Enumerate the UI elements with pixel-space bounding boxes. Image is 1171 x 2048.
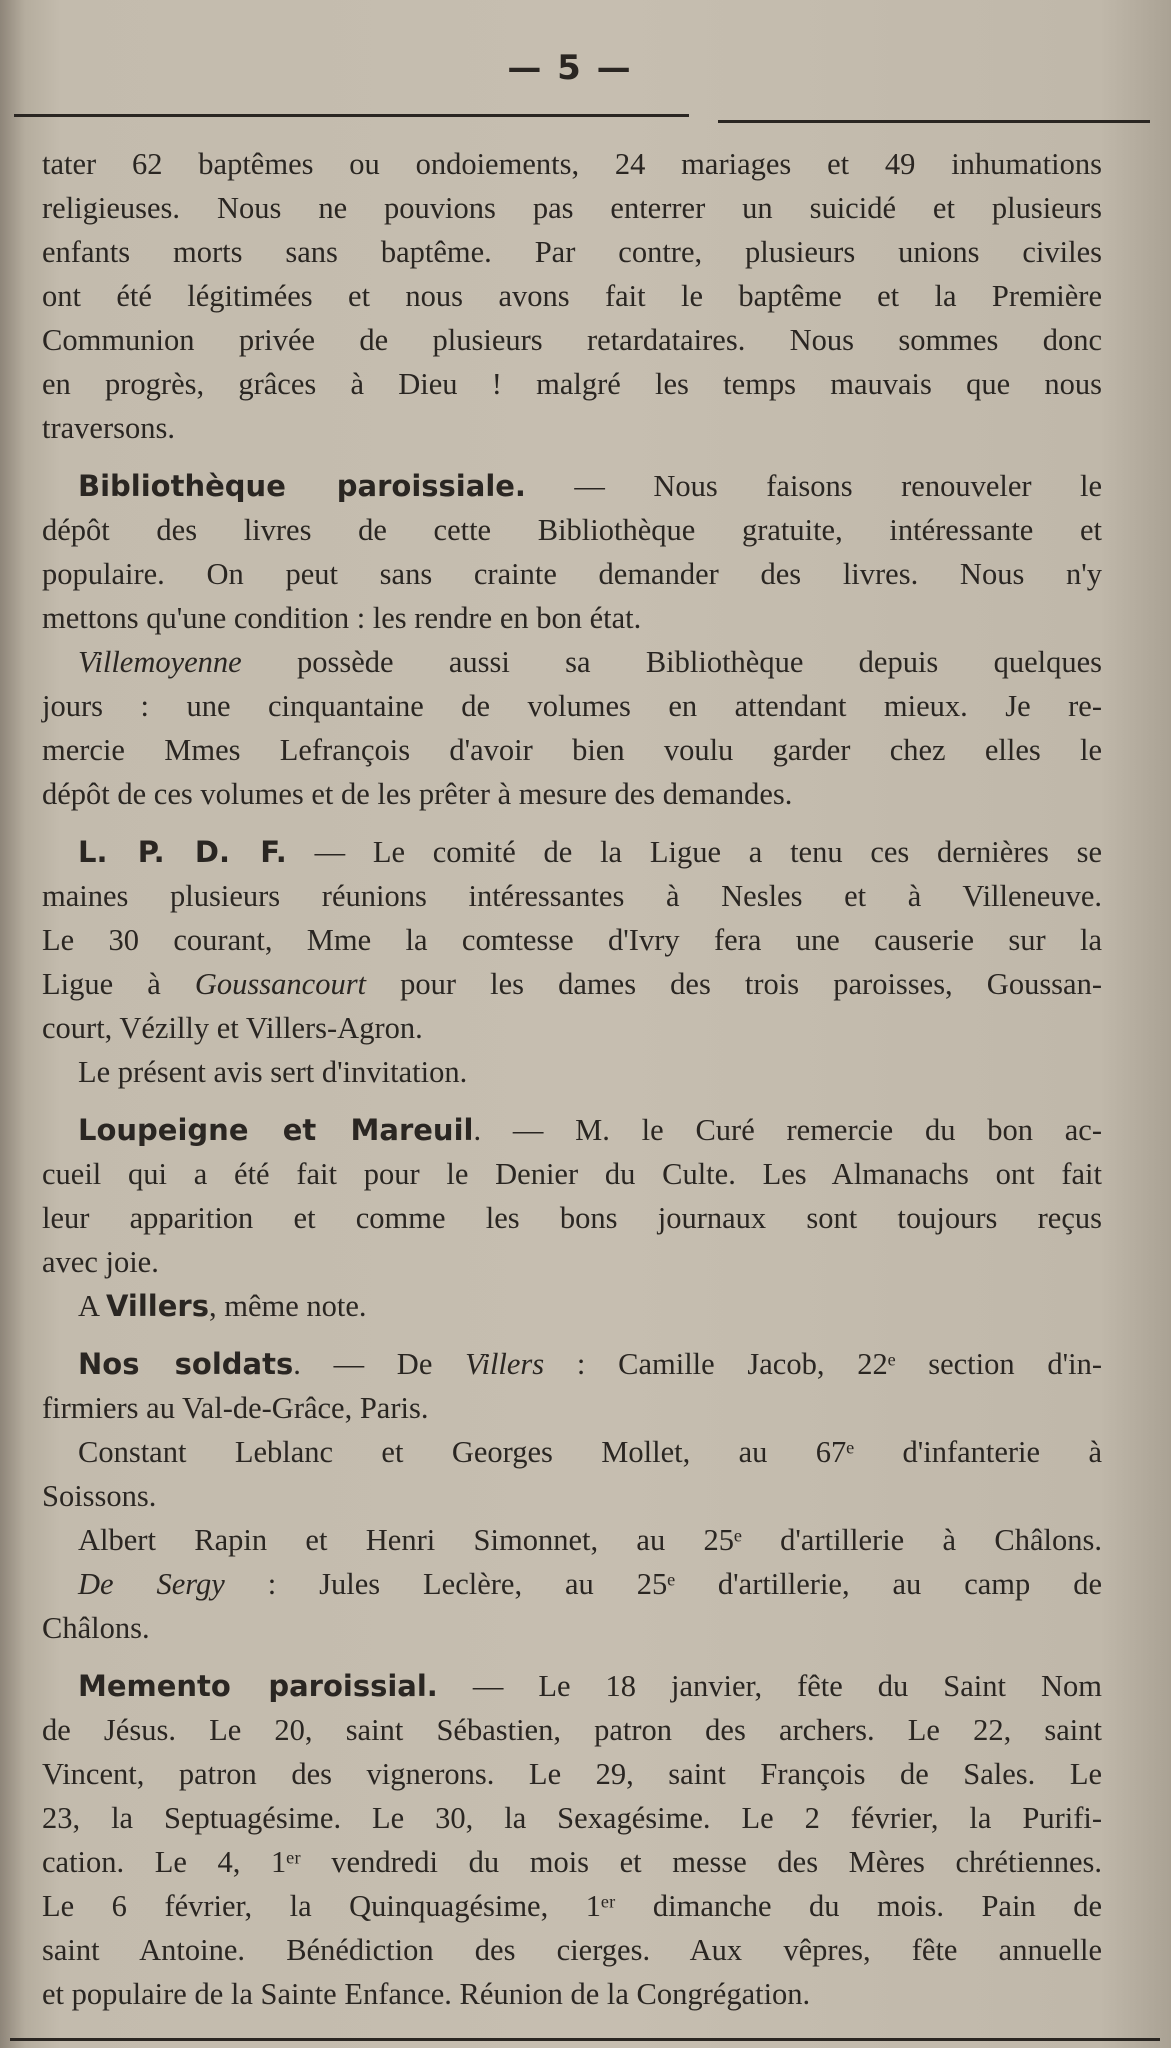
- section-heading: Bibliothèque paroissiale.: [78, 469, 526, 503]
- italic-place: Villemoyenne: [78, 645, 242, 679]
- footer-rule: [10, 2038, 1160, 2041]
- section-heading: L. P. D. F.: [78, 835, 287, 869]
- section-loupeigne: [42, 1108, 1102, 1152]
- italic-place: Villers: [465, 1347, 545, 1381]
- text-line: 23, la Septuagésime. Le 30, la Sexagésime. Le 2 février, la Purifi-: [42, 1801, 1102, 1835]
- text-span: A: [78, 1289, 106, 1323]
- text-line: maines plusieurs réunions intéressantes à Nesles et à Villeneuve.: [42, 879, 1102, 913]
- text-line: populaire. On peut sans crainte demander des livres. Nous n'y: [42, 557, 1102, 591]
- text-line: enfants morts sans baptême. Par contre, plusieurs unions civiles: [42, 235, 1102, 269]
- text-span: — Nous faisons renouveler le: [525, 469, 1102, 503]
- text-line: [42, 962, 1102, 1006]
- text-span: , même note.: [208, 1289, 367, 1323]
- text-span: . — De: [293, 1347, 466, 1381]
- text-line: jours : une cinquantaine de volumes en attendant mieux. Je re-: [42, 689, 1102, 723]
- text-line: cation. Le 4, 1ᵉʳ vendredi du mois et messe des Mères chrétiennes.: [42, 1845, 1102, 1879]
- text-span: — Le comité de la Ligue a tenu ces dernières se: [286, 835, 1102, 869]
- section-bibliotheque: [42, 464, 1102, 508]
- section-heading: Memento paroissial.: [78, 1669, 438, 1703]
- section-lpdf: [42, 830, 1102, 874]
- text-span: . — M. le Curé remercie du bon ac-: [473, 1113, 1103, 1147]
- text-span: pour les dames des trois paroisses, Goussan-: [366, 967, 1102, 1001]
- text-span: : Jules Leclère, au 25ᵉ d'artillerie, au camp de: [224, 1567, 1102, 1601]
- text-line: saint Antoine. Bénédiction des cierges. Aux vêpres, fête annuelle: [42, 1933, 1102, 1967]
- text-line: mercie Mmes Lefrançois d'avoir bien voulu garder chez elles le: [42, 733, 1102, 767]
- text-line: Constant Leblanc et Georges Mollet, au 67ᵉ d'infanterie à: [78, 1435, 1102, 1469]
- article-text: [42, 142, 1102, 2016]
- text-line: mettons qu'une condition : les rendre en bon état.: [42, 601, 642, 635]
- italic-place: Goussancourt: [194, 967, 367, 1001]
- italic-place: De Sergy: [78, 1567, 225, 1601]
- text-line: avec joie.: [42, 1245, 159, 1279]
- text-span: Ligue à: [42, 967, 195, 1001]
- text-line: [42, 1562, 1102, 1606]
- text-line: Châlons.: [42, 1611, 150, 1645]
- text-line: dépôt des livres de cette Bibliothèque gratuite, intéressante et: [42, 513, 1102, 547]
- text-line: court, Vézilly et Villers-Agron.: [42, 1011, 423, 1045]
- text-line: Le présent avis sert d'invitation.: [78, 1055, 468, 1089]
- text-line: tater 62 baptêmes ou ondoiements, 24 mariages et 49 inhumations: [42, 147, 1102, 181]
- page-number: — 5 —: [507, 48, 633, 88]
- section-heading: Villers: [105, 1289, 209, 1323]
- text-line: et populaire de la Sainte Enfance. Réunion de la Congrégation.: [42, 1977, 811, 2011]
- text-line: Vincent, patron des vignerons. Le 29, saint François de Sales. Le: [42, 1757, 1102, 1791]
- text-line: leur apparition et comme les bons journaux sont toujours reçus: [42, 1201, 1102, 1235]
- header-rule-right: [718, 120, 1150, 123]
- text-line: traversons.: [42, 411, 175, 445]
- text-line: Albert Rapin et Henri Simonnet, au 25ᵉ d'artillerie à Châlons.: [78, 1523, 1102, 1557]
- section-soldats: [42, 1342, 1102, 1386]
- text-span: — Le 18 janvier, fête du Saint Nom: [437, 1669, 1102, 1703]
- text-line: Communion privée de plusieurs retardataires. Nous sommes donc: [42, 323, 1102, 357]
- text-line: Soissons.: [42, 1479, 157, 1513]
- text-line: religieuses. Nous ne pouvions pas enterrer un suicidé et plusieurs: [42, 191, 1102, 225]
- text-line: Le 30 courant, Mme la comtesse d'Ivry fera une causerie sur la: [42, 923, 1102, 957]
- text-line: cueil qui a été fait pour le Denier du Culte. Les Almanachs ont fait: [42, 1157, 1102, 1191]
- text-line: firmiers au Val-de-Grâce, Paris.: [42, 1391, 429, 1425]
- text-line: dépôt de ces volumes et de les prêter à mesure des demandes.: [42, 777, 793, 811]
- section-heading: Loupeigne et Mareuil: [78, 1113, 474, 1147]
- text-line: Le 6 février, la Quinquagésime, 1ᵉʳ dimanche du mois. Pain de: [42, 1889, 1102, 1923]
- text-line: de Jésus. Le 20, saint Sébastien, patron des archers. Le 22, saint: [42, 1713, 1102, 1747]
- text-span: possède aussi sa Bibliothèque depuis quelques: [241, 645, 1102, 679]
- text-line: ont été légitimées et nous avons fait le baptême et la Première: [42, 279, 1102, 313]
- section-heading: Nos soldats: [78, 1347, 294, 1381]
- section-memento: [42, 1664, 1102, 1708]
- text-line: [42, 640, 1102, 684]
- text-span: : Camille Jacob, 22ᵉ section d'in-: [544, 1347, 1102, 1381]
- header-rule-left: [14, 114, 689, 117]
- text-line: en progrès, grâces à Dieu ! malgré les temps mauvais que nous: [42, 367, 1102, 401]
- text-line: [42, 1284, 1102, 1328]
